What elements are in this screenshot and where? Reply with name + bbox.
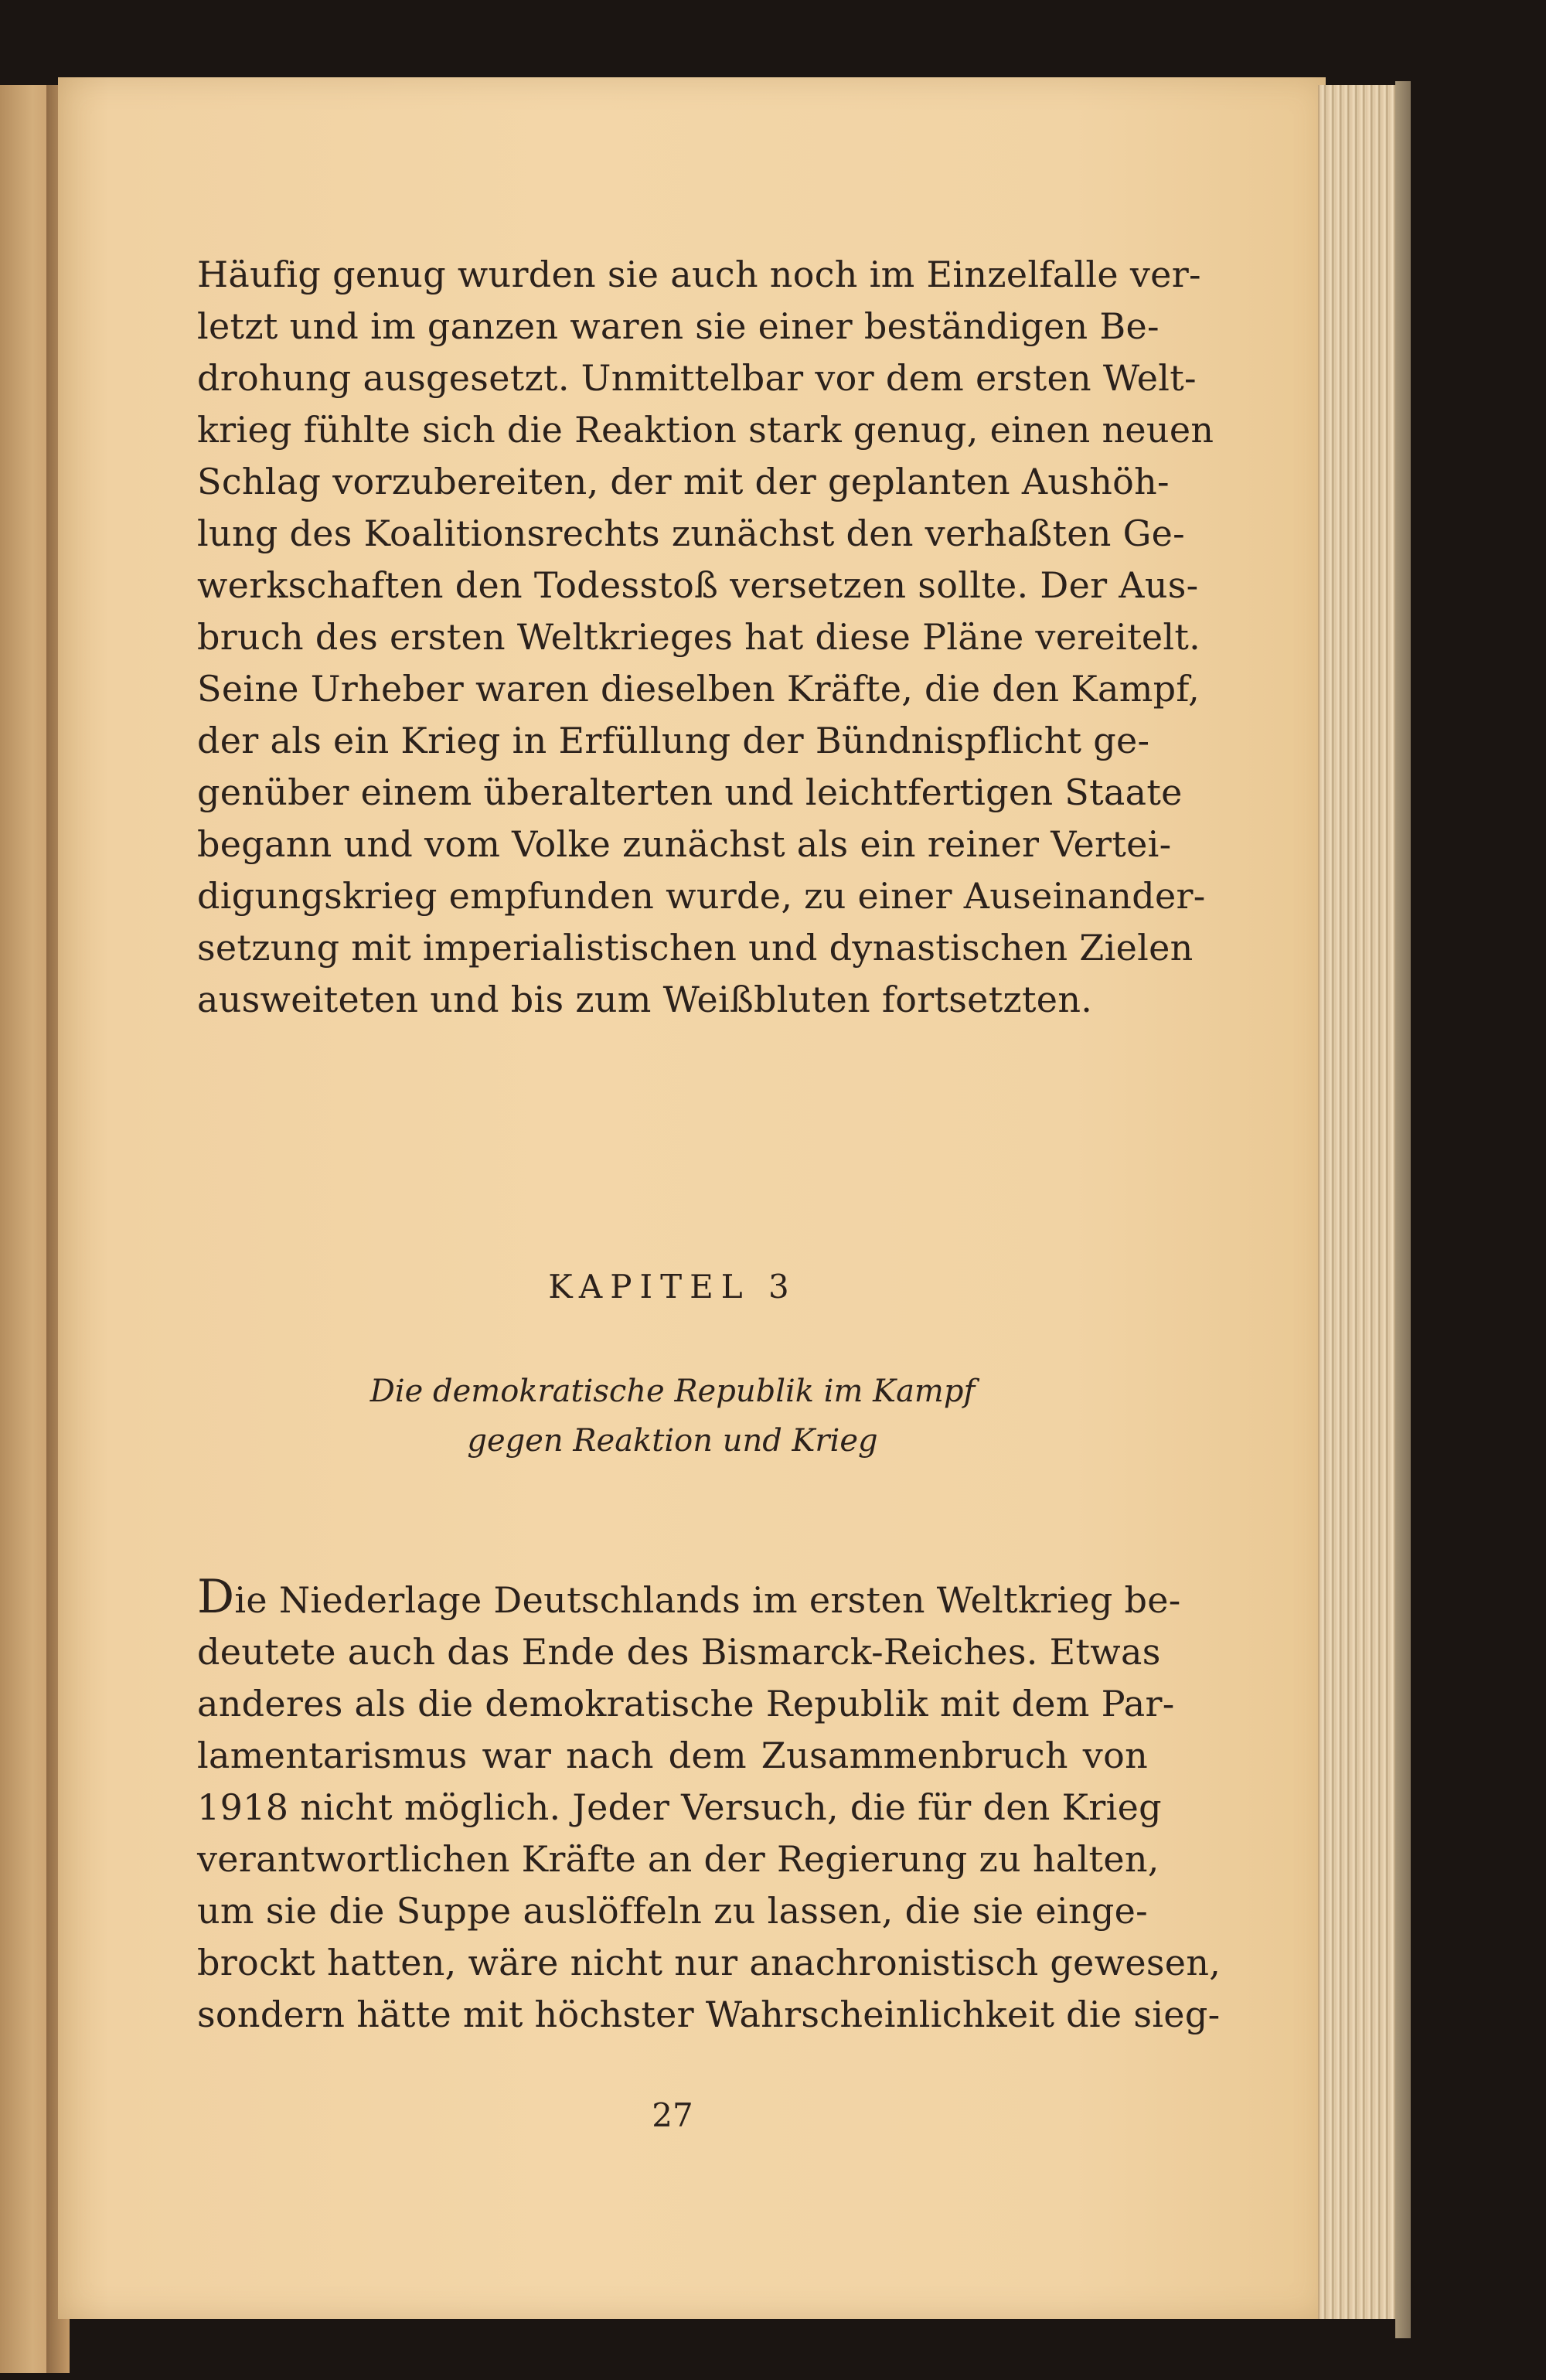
cover-edge <box>1395 81 1411 2338</box>
first-line-text: ie Niederlage Deutschlands im ersten Weltkrieg be- <box>234 1579 1181 1621</box>
text-line: genüber einem überalterten und leichtfertigen Staate <box>197 771 1183 813</box>
page-number: 27 <box>652 2096 693 2134</box>
text-line: Schlag vorzubereiten, der mit der geplanten Aushöh- <box>197 461 1170 502</box>
text-line: Häufig genug wurden sie auch noch im Einzelfalle ver- <box>197 254 1201 295</box>
text-line: um sie die Suppe auslöffeln zu lassen, die sie einge- <box>197 1890 1148 1932</box>
chapter-heading: KAPITEL 3 <box>548 1268 797 1306</box>
text-line: letzt und im ganzen waren sie einer beständigen Be- <box>197 305 1160 347</box>
paragraph-2 <box>197 1570 1221 2041</box>
chapter-subtitle <box>197 1367 1148 1466</box>
text-line: sondern hätte mit höchster Wahrscheinlichkeit die sieg- <box>197 1994 1221 2035</box>
paragraph-1 <box>197 249 1214 1026</box>
text-line: lung des Koalitionsrechts zunächst den verhaßten Ge- <box>197 512 1186 554</box>
page-stack-edges <box>1318 85 1405 2319</box>
text-line: deutete auch das Ende des Bismarck-Reiches. Etwas <box>197 1631 1161 1673</box>
text-line: anderes als die demokratische Republik mit dem Par- <box>197 1683 1175 1725</box>
text-line: 1918 nicht möglich. Jeder Versuch, die für den Krieg <box>197 1786 1162 1828</box>
text-line: lamentarismus war nach dem Zusammenbruch von <box>197 1735 1148 1776</box>
text-line: drohung ausgesetzt. Unmittelbar vor dem ersten Welt- <box>197 357 1197 399</box>
first-line <box>197 1570 1181 1626</box>
subtitle-line-1: Die demokratische Republik im Kampf <box>369 1374 976 1409</box>
text-line: ausweiteten und bis zum Weißbluten fortsetzten. <box>197 979 1093 1020</box>
text-line: Seine Urheber waren dieselben Kräfte, die den Kampf, <box>197 668 1200 710</box>
text-line: digungskrieg empfunden wurde, zu einer Auseinander- <box>197 875 1206 917</box>
text-line: setzung mit imperialistischen und dynastischen Zielen <box>197 927 1194 969</box>
text-line: bruch des ersten Weltkrieges hat diese Pläne vereitelt. <box>197 616 1201 658</box>
subtitle-line-2: gegen Reaktion und Krieg <box>467 1423 878 1459</box>
drop-cap: D <box>197 1570 235 1624</box>
text-line: der als ein Krieg in Erfüllung der Bündnispflicht ge- <box>197 720 1150 761</box>
text-line: werkschaften den Todesstoß versetzen sollte. Der Aus- <box>197 564 1199 606</box>
text-line: krieg fühlte sich die Reaktion stark genug, einen neuen <box>197 409 1214 451</box>
text-line: brockt hatten, wäre nicht nur anachronistisch gewesen, <box>197 1942 1221 1983</box>
text-line: verantwortlichen Kräfte an der Regierung zu halten, <box>197 1838 1160 1880</box>
text-line: begann und vom Volke zunächst als ein reiner Vertei- <box>197 823 1172 865</box>
